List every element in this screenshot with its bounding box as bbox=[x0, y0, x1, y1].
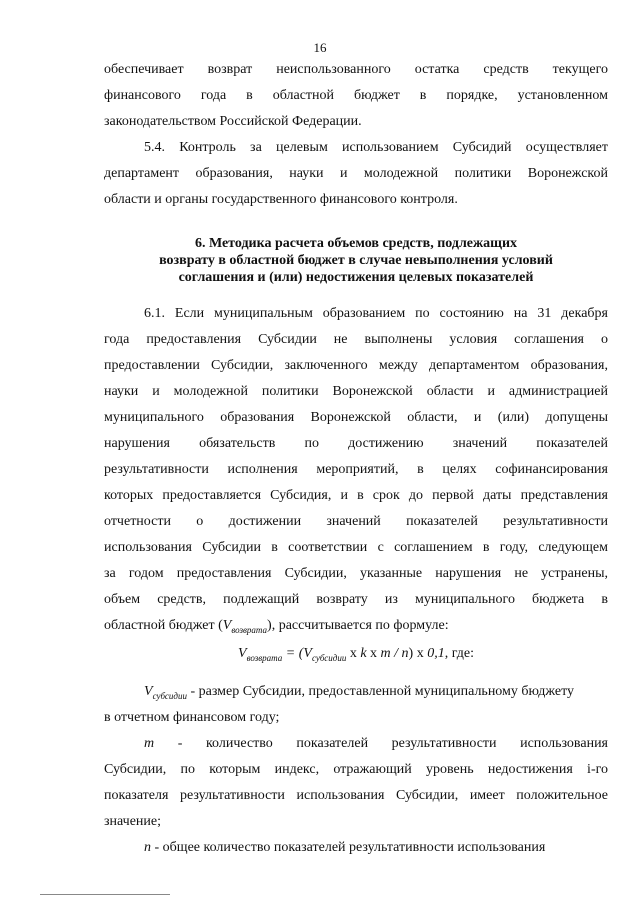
intro-line-2: финансового года в областной бюджет в порядке, установленном bbox=[104, 88, 608, 103]
formula-close: ) x bbox=[408, 646, 428, 661]
v-return-var: V bbox=[222, 618, 232, 633]
section-6-1-line-4: науки и молодежной политики Воронежской области и администрацией bbox=[104, 384, 608, 399]
def-n-var: n bbox=[144, 840, 151, 855]
def-n-text: - общее количество показателей результативности использования bbox=[151, 840, 546, 855]
intro-line-3: законодательством Российской Федерации. bbox=[104, 114, 362, 129]
v-return-sub: возврата bbox=[231, 624, 268, 635]
formula-rhs-sub: субсидии bbox=[311, 652, 347, 663]
section-6-1-line-9: отчетности о достижении значений показателей результативности bbox=[104, 514, 608, 529]
section-6-1-line-3: предоставлении Субсидии, заключенного между департаментом образования, bbox=[104, 358, 608, 373]
def-m-line-3: показателя результативности использования Субсидии, имеет положительное bbox=[104, 788, 608, 803]
formula-m-over-n: m / n bbox=[380, 646, 409, 661]
section-6-1-line-7: результативности исполнения мероприятий, в целях софинансирования bbox=[104, 462, 608, 477]
intro-line-1: обеспечивает возврат неиспользованного остатка средств текущего bbox=[104, 62, 608, 77]
formula-eq: = ( bbox=[282, 646, 304, 661]
section-6-1-line-1: 6.1. Если муниципальным образованием по состоянию на 31 декабря bbox=[144, 306, 608, 321]
def-m-line-1 bbox=[144, 735, 608, 753]
formula-lhs-var: V bbox=[238, 646, 247, 661]
formula bbox=[104, 645, 608, 663]
def-v-subsidii-var: V bbox=[144, 684, 153, 699]
formula-rhs-var: V bbox=[303, 646, 312, 661]
section-6-1-line-12: объем средств, подлежащий возврату из муниципального бюджета в bbox=[104, 592, 608, 607]
section-6-1-line-8: которых предоставляется Субсидия, и в срок до первой даты представления bbox=[104, 488, 608, 503]
section-6-heading-line-3: соглашения и (или) недостижения целевых показателей bbox=[178, 270, 534, 285]
page-number: 16 bbox=[313, 40, 327, 55]
section-6-1-line-10: использования Субсидии в соответствии с соглашением в году, следующем bbox=[104, 540, 608, 555]
last-line-suffix: ), рассчитывается по формуле: bbox=[267, 618, 449, 633]
def-v-subsidii-text: - размер Субсидии, предоставленной муниципальному бюджету bbox=[186, 684, 575, 699]
formula-times-2: x bbox=[366, 646, 381, 661]
def-m-line-2: Субсидии, по которым индекс, отражающий уровень недостижения i-го bbox=[104, 762, 608, 777]
section-6-heading-line-2: возврату в областной бюджет в случае невыполнения условий bbox=[159, 253, 553, 268]
def-v-subsidii-sub: субсидии bbox=[152, 690, 187, 701]
section-6-1-line-6: нарушения обязательств по достижению значений показателей bbox=[104, 436, 608, 451]
def-m-line-4: значение; bbox=[104, 814, 162, 829]
footer-rule bbox=[40, 894, 170, 895]
def-m-var: m bbox=[144, 736, 155, 751]
section-6-heading-line-1: 6. Методика расчета объемов средств, подлежащих bbox=[194, 236, 518, 251]
formula-lhs-sub: возврата bbox=[246, 652, 283, 663]
formula-k: k bbox=[360, 646, 367, 661]
def-v-subsidii-line-1 bbox=[144, 683, 608, 701]
formula-times-1: x bbox=[346, 646, 361, 661]
section-5-4-line-2: департамент образования, науки и молодежной политики Воронежской bbox=[104, 166, 608, 181]
formula-tail: , где: bbox=[444, 646, 474, 661]
section-6-1-line-11: за годом предоставления Субсидии, указанные нарушения не устранены, bbox=[104, 566, 608, 581]
section-6-1-line-2: года предоставления Субсидии не выполнены условия соглашения о bbox=[104, 332, 608, 347]
last-line-prefix: областной бюджет ( bbox=[104, 618, 223, 633]
section-5-4-line-1: 5.4. Контроль за целевым использованием Субсидий осуществляет bbox=[144, 140, 608, 155]
def-n-line-1 bbox=[144, 839, 608, 857]
def-m-text: - количество показателей результативности использования bbox=[154, 736, 608, 751]
def-v-subsidii-line-2: в отчетном финансовом году; bbox=[104, 710, 280, 725]
section-5-4-line-3: области и органы государственного финансового контроля. bbox=[104, 192, 458, 207]
section-6-1-line-5: муниципального образования Воронежской области, и (или) допущены bbox=[104, 410, 608, 425]
section-6-1-line-13 bbox=[104, 617, 608, 635]
formula-coef: 0,1 bbox=[427, 646, 445, 661]
